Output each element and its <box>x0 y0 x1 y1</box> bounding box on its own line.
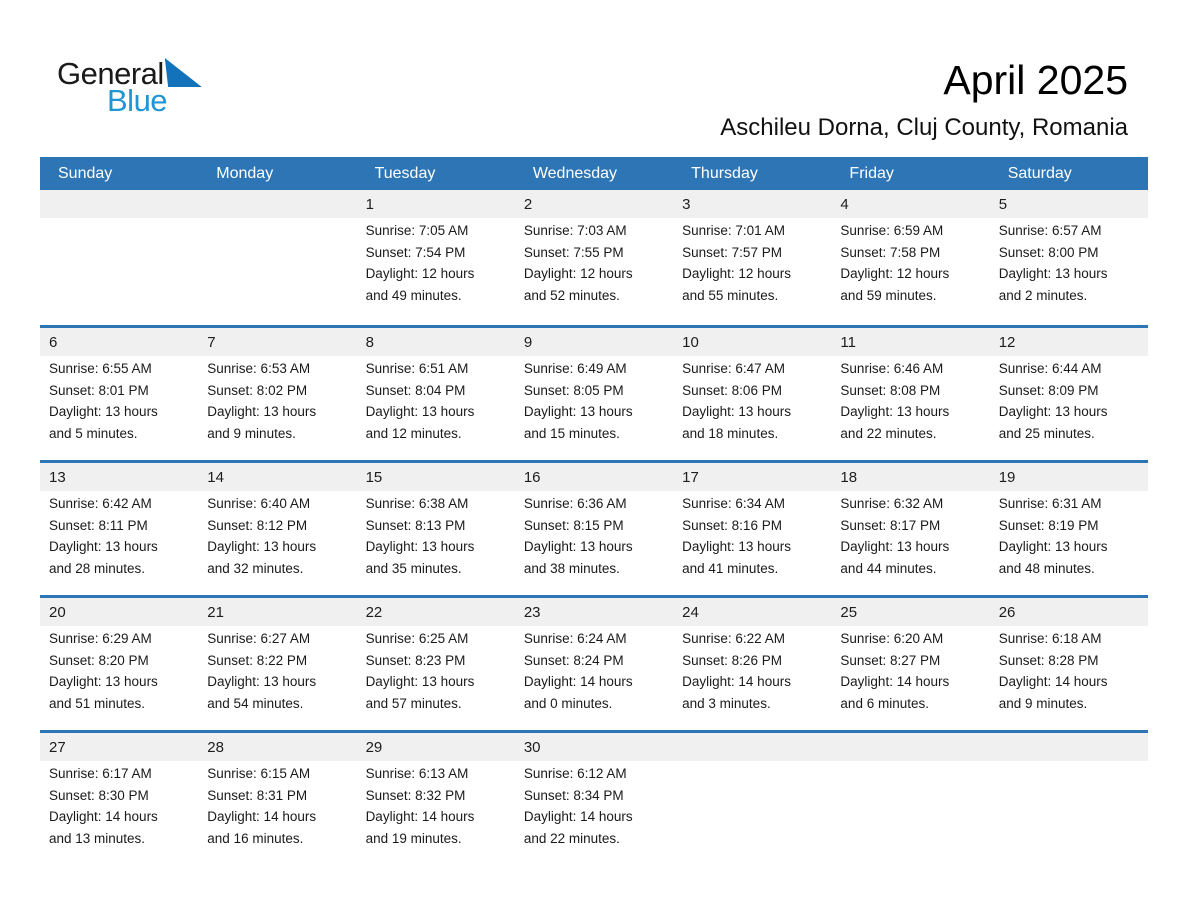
daylight-text-line1: Daylight: 13 hours <box>365 539 475 555</box>
day-number: 9 <box>523 334 533 351</box>
day-cell <box>198 761 356 849</box>
daylight-text-line1: Daylight: 13 hours <box>49 674 158 690</box>
sunset-text: Sunset: 8:01 PM <box>49 382 149 398</box>
day-number-band <box>40 733 1148 761</box>
sunrise-text: Sunrise: 6:20 AM <box>840 631 944 646</box>
weekday-header-tuesday: Tuesday <box>374 165 436 182</box>
day-cell <box>515 356 673 444</box>
sunrise-text: Sunrise: 7:03 AM <box>523 223 627 238</box>
daylight-text-line2: and 22 minutes. <box>523 830 620 846</box>
week-row <box>40 730 1148 865</box>
daylight-text-line1: Daylight: 12 hours <box>365 266 475 282</box>
sunrise-text: Sunrise: 6:15 AM <box>207 766 311 781</box>
sunrise-text: Sunrise: 6:25 AM <box>365 631 469 646</box>
daylight-text-line1: Daylight: 12 hours <box>682 266 791 282</box>
day-cell <box>40 626 198 714</box>
sunset-text: Sunset: 8:16 PM <box>682 517 782 533</box>
day-number: 20 <box>49 604 66 621</box>
day-number: 11 <box>840 334 856 351</box>
daylight-text-line1: Daylight: 14 hours <box>998 674 1108 690</box>
week-content-row <box>40 356 1148 444</box>
day-cell <box>831 356 989 444</box>
daylight-text-line1: Daylight: 13 hours <box>365 404 475 420</box>
daylight-text-line2: and 59 minutes. <box>840 287 937 303</box>
sunrise-text: Sunrise: 6:27 AM <box>207 631 311 646</box>
daylight-text-line1: Daylight: 13 hours <box>49 539 158 555</box>
sunrise-text: Sunrise: 7:01 AM <box>682 223 785 238</box>
sunset-text: Sunset: 7:55 PM <box>523 244 624 260</box>
sunset-text: Sunset: 8:32 PM <box>365 787 466 803</box>
sunrise-text: Sunrise: 6:32 AM <box>840 496 944 511</box>
sunset-text: Sunset: 7:57 PM <box>682 244 782 260</box>
sunrise-text: Sunrise: 6:47 AM <box>682 361 785 376</box>
daylight-text-line2: and 16 minutes. <box>207 830 304 846</box>
logo-text-general: General <box>57 56 164 91</box>
daylight-text-line1: Daylight: 14 hours <box>523 809 633 825</box>
day-number: 26 <box>998 604 1016 621</box>
daylight-text-line2: and 51 minutes. <box>49 695 146 711</box>
location-subtitle: Aschileu Dorna, Cluj County, Romania <box>720 114 1128 141</box>
day-number: 10 <box>682 334 699 351</box>
day-number: 18 <box>840 469 858 486</box>
sunset-text: Sunset: 8:13 PM <box>365 517 466 533</box>
day-cell <box>990 626 1148 714</box>
daylight-text-line1: Daylight: 13 hours <box>682 404 791 420</box>
daylight-text-line1: Daylight: 13 hours <box>207 539 317 555</box>
daylight-text-line1: Daylight: 13 hours <box>682 539 791 555</box>
sunrise-text: Sunrise: 6:29 AM <box>49 631 152 646</box>
sunset-text: Sunset: 8:00 PM <box>998 244 1099 260</box>
day-number: 21 <box>207 604 224 621</box>
sunset-text: Sunset: 8:09 PM <box>998 382 1099 398</box>
day-cell <box>515 761 673 849</box>
day-number: 22 <box>365 604 383 621</box>
sunrise-text: Sunrise: 6:31 AM <box>998 496 1102 511</box>
daylight-text-line2: and 28 minutes. <box>49 560 146 576</box>
weekday-header-friday: Friday <box>849 165 894 182</box>
daylight-text-line2: and 54 minutes. <box>207 695 304 711</box>
day-cell <box>673 356 831 444</box>
daylight-text-line1: Daylight: 14 hours <box>207 809 317 825</box>
day-number: 1 <box>365 196 374 213</box>
daylight-text-line1: Daylight: 13 hours <box>523 539 633 555</box>
empty-day-number <box>990 733 1148 761</box>
sunset-text: Sunset: 8:19 PM <box>998 517 1099 533</box>
daylight-text-line2: and 55 minutes. <box>682 287 779 303</box>
sunset-text: Sunset: 8:15 PM <box>523 517 624 533</box>
day-number: 30 <box>523 739 541 756</box>
sunrise-text: Sunrise: 6:57 AM <box>998 223 1102 238</box>
empty-day-cell <box>831 761 989 849</box>
week-content-row <box>40 626 1148 714</box>
sunrise-text: Sunrise: 6:40 AM <box>207 496 311 511</box>
daylight-text-line2: and 13 minutes. <box>49 830 146 846</box>
day-number: 15 <box>365 469 383 486</box>
sunrise-text: Sunrise: 7:05 AM <box>365 223 469 238</box>
sunrise-text: Sunrise: 6:12 AM <box>523 766 627 781</box>
daylight-text-line2: and 48 minutes. <box>998 560 1095 576</box>
sunset-text: Sunset: 8:08 PM <box>840 382 941 398</box>
daylight-text-line2: and 52 minutes. <box>523 287 620 303</box>
generalblue-logo <box>57 56 202 119</box>
sunset-text: Sunset: 8:31 PM <box>207 787 308 803</box>
day-number: 29 <box>365 739 383 756</box>
sunset-text: Sunset: 8:34 PM <box>523 787 624 803</box>
day-number: 23 <box>523 604 541 621</box>
day-cell <box>673 218 831 306</box>
day-number: 19 <box>998 469 1016 486</box>
empty-day-number <box>40 190 198 218</box>
daylight-text-line2: and 41 minutes. <box>682 560 779 576</box>
daylight-text-line2: and 25 minutes. <box>998 425 1095 441</box>
daylight-text-line2: and 9 minutes. <box>998 695 1088 711</box>
day-number: 16 <box>523 469 541 486</box>
sunset-text: Sunset: 8:20 PM <box>49 652 149 668</box>
sunrise-text: Sunrise: 6:59 AM <box>840 223 944 238</box>
week-row <box>40 460 1148 595</box>
sunrise-text: Sunrise: 6:17 AM <box>49 766 152 781</box>
sunset-text: Sunset: 8:23 PM <box>365 652 466 668</box>
daylight-text-line1: Daylight: 13 hours <box>998 539 1108 555</box>
weekday-header-thursday: Thursday <box>691 165 758 182</box>
logo-text-blue: Blue <box>107 83 168 118</box>
sunrise-text: Sunrise: 6:53 AM <box>207 361 311 376</box>
empty-day-number <box>198 190 356 218</box>
day-number: 5 <box>998 196 1008 213</box>
day-cell <box>198 626 356 714</box>
daylight-text-line1: Daylight: 14 hours <box>682 674 791 690</box>
day-cell <box>357 626 515 714</box>
day-cell <box>673 491 831 579</box>
daylight-text-line1: Daylight: 13 hours <box>49 404 158 420</box>
day-number: 14 <box>207 469 224 486</box>
day-cell <box>357 761 515 849</box>
day-number-band <box>40 598 1148 626</box>
day-cell <box>673 626 831 714</box>
day-cell <box>990 491 1148 579</box>
day-number: 17 <box>682 469 699 486</box>
sunrise-text: Sunrise: 6:55 AM <box>49 361 152 376</box>
day-number: 24 <box>682 604 699 621</box>
month-title: April 2025 <box>943 57 1128 103</box>
weekday-header-row <box>40 157 1148 190</box>
sunset-text: Sunset: 7:58 PM <box>840 244 941 260</box>
sunrise-text: Sunrise: 6:51 AM <box>365 361 469 376</box>
daylight-text-line1: Daylight: 12 hours <box>840 266 950 282</box>
sunset-text: Sunset: 8:06 PM <box>682 382 782 398</box>
daylight-text-line2: and 18 minutes. <box>682 425 779 441</box>
day-cell <box>831 491 989 579</box>
sunset-text: Sunset: 8:02 PM <box>207 382 308 398</box>
daylight-text-line1: Daylight: 13 hours <box>998 404 1108 420</box>
daylight-text-line1: Daylight: 14 hours <box>523 674 633 690</box>
weekday-header-monday: Monday <box>216 165 274 182</box>
weekday-header-sunday: Sunday <box>58 165 113 182</box>
day-number: 28 <box>207 739 224 756</box>
day-number: 13 <box>49 469 66 486</box>
daylight-text-line2: and 22 minutes. <box>840 425 937 441</box>
daylight-text-line1: Daylight: 13 hours <box>365 674 475 690</box>
day-cell <box>40 761 198 849</box>
day-number: 3 <box>682 196 691 213</box>
sunrise-text: Sunrise: 6:42 AM <box>49 496 152 511</box>
header-titles <box>720 58 1128 142</box>
daylight-text-line1: Daylight: 13 hours <box>523 404 633 420</box>
empty-day-cell <box>990 761 1148 849</box>
daylight-text-line1: Daylight: 14 hours <box>840 674 950 690</box>
empty-day-number <box>673 733 831 761</box>
day-number: 7 <box>207 334 216 351</box>
sunrise-text: Sunrise: 6:38 AM <box>365 496 469 511</box>
day-number: 2 <box>523 196 533 213</box>
empty-day-cell <box>198 218 356 306</box>
sunrise-text: Sunrise: 6:46 AM <box>840 361 944 376</box>
week-content-row <box>40 491 1148 579</box>
daylight-text-line2: and 2 minutes. <box>998 287 1088 303</box>
daylight-text-line2: and 9 minutes. <box>207 425 296 441</box>
day-cell <box>40 356 198 444</box>
daylight-text-line2: and 3 minutes. <box>682 695 771 711</box>
day-cell <box>357 491 515 579</box>
day-number: 25 <box>840 604 858 621</box>
day-number-band <box>40 328 1148 356</box>
week-content-row <box>40 761 1148 849</box>
day-cell <box>990 218 1148 306</box>
daylight-text-line2: and 49 minutes. <box>365 287 462 303</box>
week-row <box>40 325 1148 460</box>
day-cell <box>357 356 515 444</box>
daylight-text-line2: and 0 minutes. <box>523 695 613 711</box>
daylight-text-line2: and 44 minutes. <box>840 560 937 576</box>
daylight-text-line2: and 12 minutes. <box>365 425 462 441</box>
daylight-text-line2: and 19 minutes. <box>365 830 462 846</box>
sunset-text: Sunset: 8:11 PM <box>49 517 148 533</box>
daylight-text-line1: Daylight: 14 hours <box>365 809 475 825</box>
day-number-band <box>40 190 1148 218</box>
day-cell <box>357 218 515 306</box>
daylight-text-line2: and 5 minutes. <box>49 425 138 441</box>
empty-day-number <box>831 733 989 761</box>
empty-day-cell <box>40 218 198 306</box>
sunrise-text: Sunrise: 6:22 AM <box>682 631 785 646</box>
day-cell <box>198 356 356 444</box>
day-cell <box>40 491 198 579</box>
daylight-text-line1: Daylight: 12 hours <box>523 266 633 282</box>
day-cell <box>515 626 673 714</box>
sunrise-text: Sunrise: 6:34 AM <box>682 496 785 511</box>
daylight-text-line2: and 15 minutes. <box>523 425 620 441</box>
sunrise-text: Sunrise: 6:44 AM <box>998 361 1102 376</box>
sunset-text: Sunset: 8:24 PM <box>523 652 624 668</box>
sunset-text: Sunset: 8:17 PM <box>840 517 941 533</box>
sunrise-text: Sunrise: 6:49 AM <box>523 361 627 376</box>
sunrise-text: Sunrise: 6:36 AM <box>523 496 627 511</box>
day-cell <box>515 491 673 579</box>
week-content-row <box>40 218 1148 306</box>
day-cell <box>831 218 989 306</box>
daylight-text-line1: Daylight: 13 hours <box>840 404 950 420</box>
logo-triangle-icon <box>165 58 202 87</box>
calendar-grid <box>40 157 1148 865</box>
daylight-text-line2: and 57 minutes. <box>365 695 462 711</box>
daylight-text-line2: and 35 minutes. <box>365 560 462 576</box>
sunset-text: Sunset: 8:05 PM <box>523 382 624 398</box>
day-number: 6 <box>49 334 58 351</box>
week-row <box>40 190 1148 325</box>
day-cell <box>515 218 673 306</box>
empty-day-cell <box>673 761 831 849</box>
daylight-text-line1: Daylight: 13 hours <box>998 266 1108 282</box>
daylight-text-line1: Daylight: 13 hours <box>207 674 317 690</box>
sunset-text: Sunset: 8:12 PM <box>207 517 308 533</box>
sunrise-text: Sunrise: 6:18 AM <box>998 631 1102 646</box>
weekday-header-wednesday: Wednesday <box>532 165 618 182</box>
calendar-weeks <box>40 190 1148 865</box>
day-cell <box>831 626 989 714</box>
day-cell <box>990 356 1148 444</box>
day-number: 12 <box>998 334 1016 351</box>
day-number: 8 <box>365 334 374 351</box>
sunset-text: Sunset: 8:30 PM <box>49 787 149 803</box>
daylight-text-line2: and 6 minutes. <box>840 695 929 711</box>
day-number: 27 <box>49 739 66 756</box>
daylight-text-line2: and 32 minutes. <box>207 560 304 576</box>
daylight-text-line2: and 38 minutes. <box>523 560 620 576</box>
sunset-text: Sunset: 8:04 PM <box>365 382 466 398</box>
week-row <box>40 595 1148 730</box>
weekday-header-saturday: Saturday <box>1007 165 1072 182</box>
sunset-text: Sunset: 7:54 PM <box>365 244 466 260</box>
daylight-text-line1: Daylight: 14 hours <box>49 809 158 825</box>
sunrise-text: Sunrise: 6:13 AM <box>365 766 469 781</box>
day-cell <box>198 491 356 579</box>
day-number-band <box>40 463 1148 491</box>
sunrise-text: Sunrise: 6:24 AM <box>523 631 627 646</box>
sunset-text: Sunset: 8:26 PM <box>682 652 782 668</box>
sunset-text: Sunset: 8:22 PM <box>207 652 308 668</box>
sunset-text: Sunset: 8:28 PM <box>998 652 1099 668</box>
daylight-text-line1: Daylight: 13 hours <box>207 404 317 420</box>
day-number: 4 <box>840 196 849 213</box>
daylight-text-line1: Daylight: 13 hours <box>840 539 950 555</box>
sunset-text: Sunset: 8:27 PM <box>840 652 941 668</box>
